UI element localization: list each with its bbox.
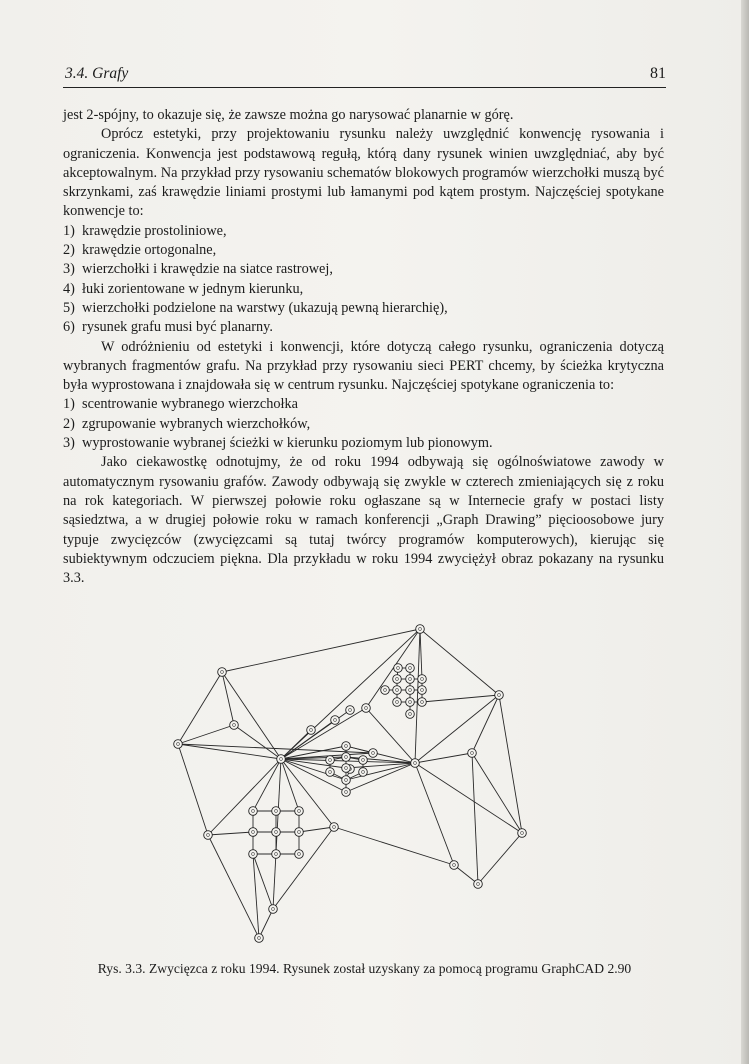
graph-edge [415,753,472,763]
paragraph: Jako ciekawostkę odnotujmy, że od roku 1994 odbywają się ogólnoświatowe zawody w automatycznym rysowaniu grafów. Zawody odbywają się zwykle w czterech zmieniających się z roku na rok kategoriach. W pierwszej połowie roku ogłaszane są w Internecie grafy w postaci listy sąsiedztwa, a w drugiej połowie roku w ramach konferencji „Graph Drawing” pięcioosobowe jury typuje zwycięzców (zwycięzcami są tutaj twórcy programów komputerowych), kierując się subiektywnym odczuciem piękna. Dla przykładu w roku 1994 zwyciężył obraz pokazany na rysunku 3.3. [63,454,664,587]
figure-caption: Rys. 3.3. Zwycięzca z roku 1994. Rysunek został uzyskany za pomocą programu GraphCAD 2.90 [97,961,632,976]
graph-edge [299,827,334,832]
graph-vertex [295,807,304,816]
graph-vertex [174,740,183,749]
graph-edge [478,833,522,884]
graph-edge [253,854,259,938]
graph-edge [499,695,522,833]
graph-vertex [418,698,427,707]
graph-edge [253,759,281,811]
graph-vertex [342,753,351,762]
graph-vertex [230,721,239,730]
graph-vertex [326,756,335,765]
list-item: 1) scentrowanie wybranego wierzchołka [63,396,299,413]
list-item: 2) zgrupowanie wybranych wierzchołków, [63,415,311,432]
page-number: 81 [650,65,666,82]
paragraph: jest 2-spójny, to okazuje się, że zawsze można go narysować planarnie w górę. [63,107,514,123]
graph-vertex [272,807,281,816]
graph-vertex [369,749,378,758]
graph-edge [178,672,222,744]
graph-vertex [295,850,304,859]
body-text [63,106,664,588]
graph-vertex [359,768,368,777]
graph-edge [208,832,253,835]
graph-vertex [518,829,527,838]
graph-edge [222,672,281,759]
graph-vertex [362,704,371,713]
paragraph: W odróżnieniu od estetyki i konwencji, które dotyczą całego rysunku, ograniczenia dotyczą wybranych fragmentów grafu. Na przykład przy rysowaniu sieci PERT chcemy, by ścieżka krytyczna była wyprostowana i znajdowała się w centrum rysunku. Najczęściej spotykane ograniczenia to: [63,338,664,394]
list-item: 6) rysunek grafu musi być planarny. [63,319,273,336]
graph-vertex [218,668,227,677]
graph-vertex [468,749,477,758]
graph-edge [222,629,420,672]
graph-edge [281,730,311,759]
graph-vertex [406,686,415,695]
graph-vertex [393,698,402,707]
graph-vertex [204,831,213,840]
paragraph: Oprócz estetyki, przy projektowaniu rysunku należy uwzględnić konwencję rysowania i ograniczenia. Konwencja jest podstawową regułą, którą dany rysunek winien uwzględniać, aby być akceptowalnym. Na przykład przy rysowaniu schematów blokowych programów wierzchołki muszą być skrzynkami, zaś krawędzie liniami prostymi lub łamanymi pod kątem prostym. Najczęściej spotykane konwencje to: [63,126,664,220]
graph-edge [420,629,499,695]
constraints-list [63,395,664,453]
graph-edge [281,708,366,759]
running-header [63,63,666,88]
graph-vertex [359,756,368,765]
graph-edge [234,725,281,759]
graph-vertex [406,698,415,707]
graph-vertex [277,755,286,764]
graph-vertex [307,726,316,735]
graph-vertex [416,625,425,634]
graph-edge [420,629,422,679]
graph-vertex [450,861,459,870]
graph-vertex [249,807,258,816]
graph-edge [472,753,478,884]
graph-vertex [342,788,351,797]
graph-vertex [272,828,281,837]
graph-edge [334,827,454,865]
graph-vertex [411,759,420,768]
graph-vertex [474,880,483,889]
section-title: 3.4. Grafy [65,65,129,82]
page-edge [741,0,749,1064]
graph-vertex [255,934,264,943]
graph-edge [422,695,499,702]
graph-vertex [331,716,340,725]
graph-vertex [394,664,403,673]
list-item: 1) krawędzie prostoliniowe, [63,222,227,239]
list-item: 3) wierzchołki i krawędzie na siatce rastrowej, [63,261,333,278]
list-item: 5) wierzchołki podzielone na warstwy (ukazują pewną hierarchię), [63,299,448,316]
graph-vertex [393,675,402,684]
conventions-list [63,222,664,338]
graph-edge [222,672,234,725]
graph-vertex [330,823,339,832]
graph-edge [178,744,208,835]
graph-edge [208,759,281,835]
graph-edge [178,725,234,744]
graph-vertex [495,691,504,700]
list-item: 3) wyprostowanie wybranej ścieżki w kierunku poziomym lub pionowym. [63,435,493,452]
graph-vertex [272,850,281,859]
graph-vertex [418,686,427,695]
graph-drawing [160,622,610,947]
graph-vertex [406,675,415,684]
graph-vertex [342,742,351,751]
graph-vertex [346,706,355,715]
graph-edge [281,759,334,827]
list-item: 4) łuki zorientowane w jednym kierunku, [63,280,304,297]
graph-vertex [295,828,304,837]
graph-figure [160,622,610,947]
graph-vertex [342,764,351,773]
graph-vertex [249,828,258,837]
graph-edge [472,695,499,753]
graph-edge [415,763,522,833]
graph-edge [273,827,334,909]
graph-vertex [381,686,390,695]
graph-vertex [406,664,415,673]
graph-edge [281,759,346,780]
graph-edge [415,763,454,865]
graph-vertex [326,768,335,777]
graph-edge [259,909,273,938]
graph-edge [472,753,522,833]
list-item: 2) krawędzie ortogonalne, [63,242,217,259]
graph-vertex [342,776,351,785]
graph-vertex [393,686,402,695]
graph-vertex [406,710,415,719]
graph-vertex [418,675,427,684]
graph-vertex [249,850,258,859]
graph-edge [415,695,499,763]
graph-vertex [269,905,278,914]
graph-edge [415,629,420,763]
